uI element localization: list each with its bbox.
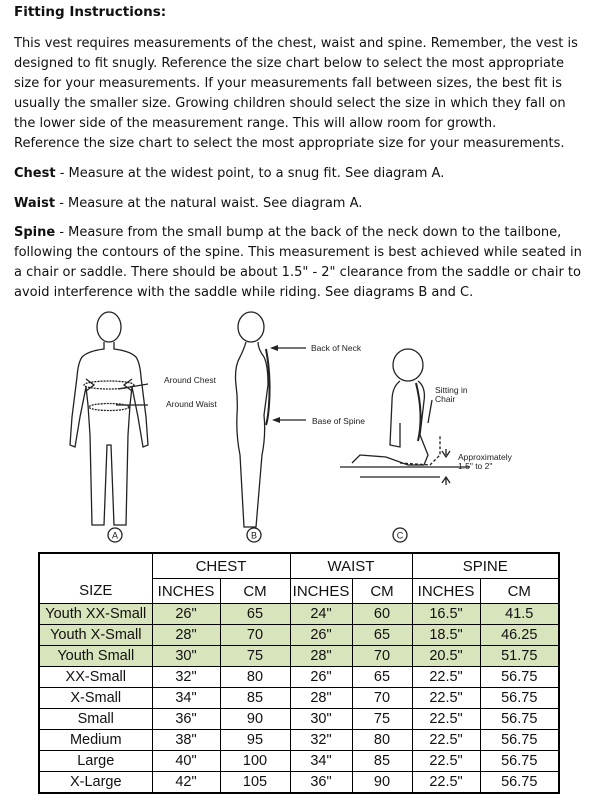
chest-cm-cell: 80 (220, 667, 290, 688)
table-row (39, 751, 559, 772)
waist-inches-header: INCHES (290, 579, 352, 604)
waist-inches-cell: 28" (290, 688, 352, 709)
label-a: A (111, 530, 119, 541)
spine-cm-header: CM (480, 579, 559, 604)
chest-term: Chest (14, 166, 56, 181)
arrow-icon (270, 345, 278, 351)
waist-inches-cell: 26" (290, 667, 352, 688)
around-chest-label: Around Chest (164, 375, 216, 385)
base-of-spine-label: Base of Spine (312, 416, 365, 426)
waist-inches-cell: 30" (290, 709, 352, 730)
waist-cm-cell: 65 (352, 667, 412, 688)
spine-inches-cell: 16.5" (412, 604, 480, 625)
measurement-diagrams (0, 305, 596, 545)
chest-group-header: CHEST (152, 553, 290, 579)
spine-inches-cell: 18.5" (412, 625, 480, 646)
label-b: B (250, 530, 258, 541)
waist-inches-cell: 34" (290, 751, 352, 772)
waist-inches-cell: 32" (290, 730, 352, 751)
spine-group-header: SPINE (412, 553, 559, 579)
waist-cm-cell: 90 (352, 772, 412, 794)
spine-inches-header: INCHES (412, 579, 480, 604)
spine-cm-cell: 41.5 (480, 604, 559, 625)
size-cell: Small (39, 709, 152, 730)
size-cell: X-Small (39, 688, 152, 709)
table-row (39, 625, 559, 646)
spine-text: - Measure from the small bump at the back of the neck down to the tailbone, following the contours of the spine. This measurement is best achieved while seated in a chair or saddle. There should be about 1.5" - 2" clearance from the saddle or chair to avoid interference with the saddle while riding. See diagrams B and C. (14, 225, 582, 300)
chest-cm-cell: 100 (220, 751, 290, 772)
spine-cm-cell: 56.75 (480, 688, 559, 709)
table-row (39, 667, 559, 688)
chest-cm-cell: 95 (220, 730, 290, 751)
chest-cm-header: CM (220, 579, 290, 604)
waist-cm-header: CM (352, 579, 412, 604)
approx-label-line2: 1.5" to 2" (458, 461, 493, 471)
spine-term: Spine (14, 225, 56, 240)
chest-inches-cell: 26" (152, 604, 220, 625)
waist-cm-cell: 75 (352, 709, 412, 730)
spine-cm-cell: 56.75 (480, 709, 559, 730)
waist-inches-cell: 24" (290, 604, 352, 625)
table-row (39, 604, 559, 625)
spine-instruction (14, 223, 589, 303)
waist-inches-cell: 26" (290, 625, 352, 646)
chest-inches-cell: 42" (152, 772, 220, 794)
waist-inches-cell: 28" (290, 646, 352, 667)
table-subheader-row (39, 579, 559, 604)
table-row (39, 730, 559, 751)
chest-inches-cell: 36" (152, 709, 220, 730)
back-of-neck-label: Back of Neck (311, 343, 362, 353)
waist-cm-cell: 85 (352, 751, 412, 772)
waist-cm-cell: 60 (352, 604, 412, 625)
page-heading: Fitting Instructions: (14, 4, 167, 20)
table-group-header-row (39, 553, 559, 579)
side-figure-b (236, 312, 270, 527)
waist-cm-cell: 70 (352, 688, 412, 709)
size-chart-table (38, 552, 560, 794)
chest-cm-cell: 90 (220, 709, 290, 730)
front-figure-a (70, 312, 148, 525)
chest-cm-cell: 75 (220, 646, 290, 667)
spine-inches-cell: 20.5" (412, 646, 480, 667)
approx-label-line1: Approximately (458, 452, 512, 462)
chest-cm-cell: 85 (220, 688, 290, 709)
spine-cm-cell: 46.25 (480, 625, 559, 646)
size-cell: Medium (39, 730, 152, 751)
waist-instruction (14, 194, 589, 214)
chest-inches-cell: 34" (152, 688, 220, 709)
spine-inches-cell: 22.5" (412, 730, 480, 751)
size-cell: XX-Small (39, 667, 152, 688)
spine-cm-cell: 56.75 (480, 751, 559, 772)
chest-text: - Measure at the widest point, to a snug fit. See diagram A. (55, 166, 445, 181)
size-cell: Youth X-Small (39, 625, 152, 646)
spine-cm-cell: 56.75 (480, 772, 559, 794)
spine-inches-cell: 22.5" (412, 751, 480, 772)
waist-inches-cell: 36" (290, 772, 352, 794)
size-cell: X-Large (39, 772, 152, 794)
spine-cm-cell: 56.75 (480, 730, 559, 751)
spine-inches-cell: 22.5" (412, 772, 480, 794)
waist-cm-cell: 65 (352, 625, 412, 646)
spine-inches-cell: 22.5" (412, 667, 480, 688)
arrow-icon (272, 417, 280, 423)
spine-cm-cell: 56.75 (480, 667, 559, 688)
label-c: C (396, 530, 404, 541)
chest-inches-cell: 28" (152, 625, 220, 646)
waist-cm-cell: 70 (352, 646, 412, 667)
table-row (39, 688, 559, 709)
sitting-label-line1: Sitting in (435, 385, 468, 395)
chest-cm-cell: 70 (220, 625, 290, 646)
table-row (39, 646, 559, 667)
intro-paragraph (14, 34, 589, 154)
chest-inches-cell: 30" (152, 646, 220, 667)
waist-group-header: WAIST (290, 553, 412, 579)
table-row (39, 772, 559, 794)
chest-cm-cell: 105 (220, 772, 290, 794)
waist-cm-cell: 80 (352, 730, 412, 751)
spine-cm-cell: 51.75 (480, 646, 559, 667)
intro-repeat-text: Reference the size chart to select the most appropriate size for your measurements. (14, 136, 565, 151)
intro-text: This vest requires measurements of the chest, waist and spine. Remember, the vest is designed to fit snugly. Reference the size chart below to select the most appropriate size for your measurements. If your measurements fall between sizes, the best fit is usually the smaller size. Growing children should select the size in which they fall on the lower side of the measurement range. This will allow room for growth. (14, 36, 578, 131)
waist-text: - Measure at the natural waist. See diagram A. (55, 196, 363, 211)
chest-instruction (14, 164, 589, 184)
chest-inches-cell: 40" (152, 751, 220, 772)
blank-header-cell (39, 553, 152, 579)
table-row (39, 709, 559, 730)
spine-inches-cell: 22.5" (412, 709, 480, 730)
chest-inches-cell: 38" (152, 730, 220, 751)
size-cell: Large (39, 751, 152, 772)
size-rows (39, 604, 559, 794)
around-waist-label: Around Waist (166, 399, 217, 409)
spine-inches-cell: 22.5" (412, 688, 480, 709)
chest-cm-cell: 65 (220, 604, 290, 625)
chest-inches-cell: 32" (152, 667, 220, 688)
size-cell: Youth XX-Small (39, 604, 152, 625)
size-column-header: SIZE (39, 579, 152, 604)
size-cell: Youth Small (39, 646, 152, 667)
sitting-label-line2: Chair (435, 394, 456, 404)
chest-inches-header: INCHES (152, 579, 220, 604)
waist-term: Waist (14, 196, 56, 211)
